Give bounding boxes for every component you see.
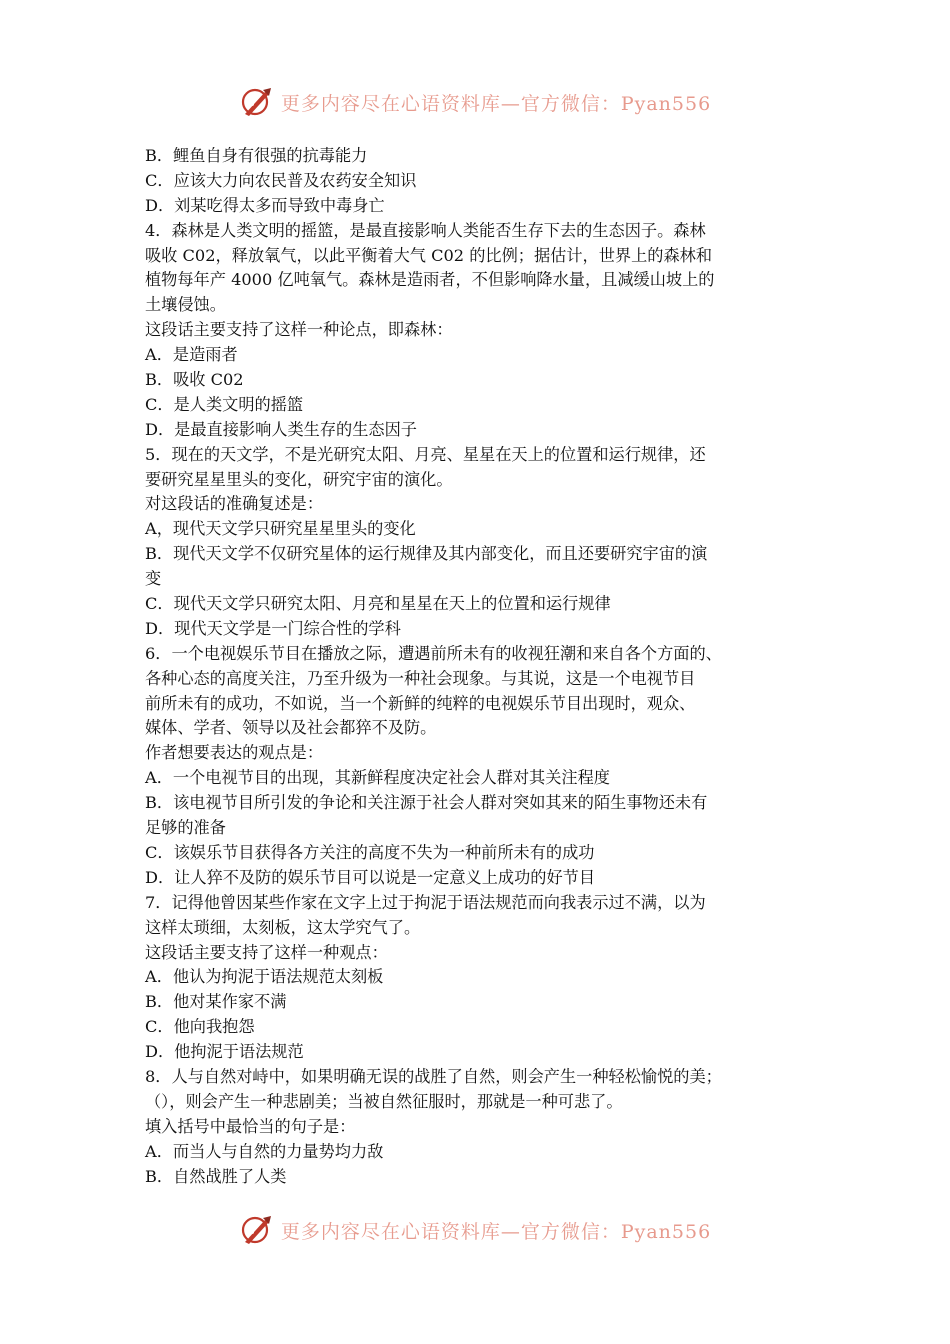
text-line: A．而当人与自然的力量势均力敌 xyxy=(145,1141,384,1161)
text-line: D．是最直接影响人类生存的生态因子 xyxy=(145,419,417,439)
text-line: C．现代天文学只研究太阳、月亮和星星在天上的位置和运行规律 xyxy=(145,594,611,614)
text-line: D．现代天文学是一门综合性的学科 xyxy=(145,618,401,638)
text-line: D．他拘泥于语法规范 xyxy=(145,1042,304,1062)
document-body xyxy=(145,144,817,1189)
text-line: 6．一个电视娱乐节目在播放之际，遭遇前所未有的收视狂潮和来自各个方面的、 xyxy=(145,643,722,663)
text-line: 前所未有的成功，不如说，当一个新鲜的纯粹的电视娱乐节目出现时，观众、 xyxy=(145,693,696,713)
header-banner-text: 更多内容尽在心语资料库—官方微信：Pyan556 xyxy=(280,92,712,115)
text-line: 这段话主要支持了这样一种观点： xyxy=(145,942,388,962)
text-line: 媒体、学者、领导以及社会都猝不及防。 xyxy=(145,718,437,738)
text-line: B．鲤鱼自身有很强的抗毒能力 xyxy=(145,146,368,165)
text-line: D．刘某吃得太多而导致中毒身亡 xyxy=(145,195,385,215)
text-line: B．吸收 C02 xyxy=(145,370,244,390)
text-line: A，现代天文学只研究星星里头的变化 xyxy=(145,519,416,539)
text-line: 对这段话的准确复述是： xyxy=(145,494,324,514)
text-line: （），则会产生一种悲剧美；当被自然征服时，那就是一种可悲了。 xyxy=(145,1091,623,1111)
text-line: 7．记得他曾因某些作家在文字上过于拘泥于语法规范而向我表示过不满，以为 xyxy=(145,892,706,912)
footer-watermark-banner xyxy=(0,1210,950,1250)
text-line: 吸收 C02，释放氧气，以此平衡着大气 C02 的比例；据估计，世界上的森林和 xyxy=(145,245,713,265)
footer-banner-text: 更多内容尽在心语资料库—官方微信：Pyan556 xyxy=(280,1220,712,1243)
text-line: B．自然战胜了人类 xyxy=(145,1166,287,1186)
text-line: B．现代天文学不仅研究星体的运行规律及其内部变化，而且还要研究宇宙的演 xyxy=(145,544,708,564)
text-line: 4．森林是人类文明的摇篮，是最直接影响人类能否生存下去的生态因子。森林 xyxy=(145,220,706,240)
text-line: 足够的准备 xyxy=(145,818,226,838)
text-line: 土壤侵蚀。 xyxy=(145,295,226,315)
text-line: A．他认为拘泥于语法规范太刻板 xyxy=(145,967,384,987)
text-line: A．是造雨者 xyxy=(145,345,238,365)
header-watermark-banner xyxy=(0,82,950,122)
text-line: B．他对某作家不满 xyxy=(145,992,287,1012)
text-line: 变 xyxy=(145,569,162,589)
text-line: 填入括号中最恰当的句子是： xyxy=(145,1116,356,1136)
text-line: 5．现在的天文学，不是光研究太阳、月亮、星星在天上的位置和运行规律，还 xyxy=(145,444,706,464)
pen-logo-icon xyxy=(239,84,275,120)
text-line: 作者想要表达的观点是： xyxy=(145,743,324,763)
text-line: 各种心态的高度关注，乃至升级为一种社会现象。与其说，这是一个电视节目 xyxy=(145,668,696,688)
text-line: A．一个电视节目的出现，其新鲜程度决定社会人群对其关注程度 xyxy=(145,768,610,788)
text-line: D．让人猝不及防的娱乐节目可以说是一定意义上成功的好节目 xyxy=(145,867,596,887)
text-line: C．应该大力向农民普及农药安全知识 xyxy=(145,170,417,190)
text-line: 要研究星星里头的变化，研究宇宙的演化。 xyxy=(145,469,453,489)
text-line: 植物每年产 4000 亿吨氧气。森林是造雨者，不但影响降水量，且减缓山坡上的 xyxy=(145,270,715,290)
text-line: 8．人与自然对峙中，如果明确无误的战胜了自然，则会产生一种轻松愉悦的美； xyxy=(145,1066,722,1086)
text-line: C．他向我抱怨 xyxy=(145,1017,255,1037)
text-line: B．该电视节目所引发的争论和关注源于社会人群对突如其来的陌生事物还未有 xyxy=(145,793,708,813)
pen-logo-icon xyxy=(239,1212,275,1248)
text-line: C．是人类文明的摇篮 xyxy=(145,394,304,414)
text-line: 这样太琐细，太刻板，这太学究气了。 xyxy=(145,917,421,937)
text-line: 这段话主要支持了这样一种论点，即森林： xyxy=(145,320,453,340)
text-line: C．该娱乐节目获得各方关注的高度不失为一种前所未有的成功 xyxy=(145,842,595,862)
